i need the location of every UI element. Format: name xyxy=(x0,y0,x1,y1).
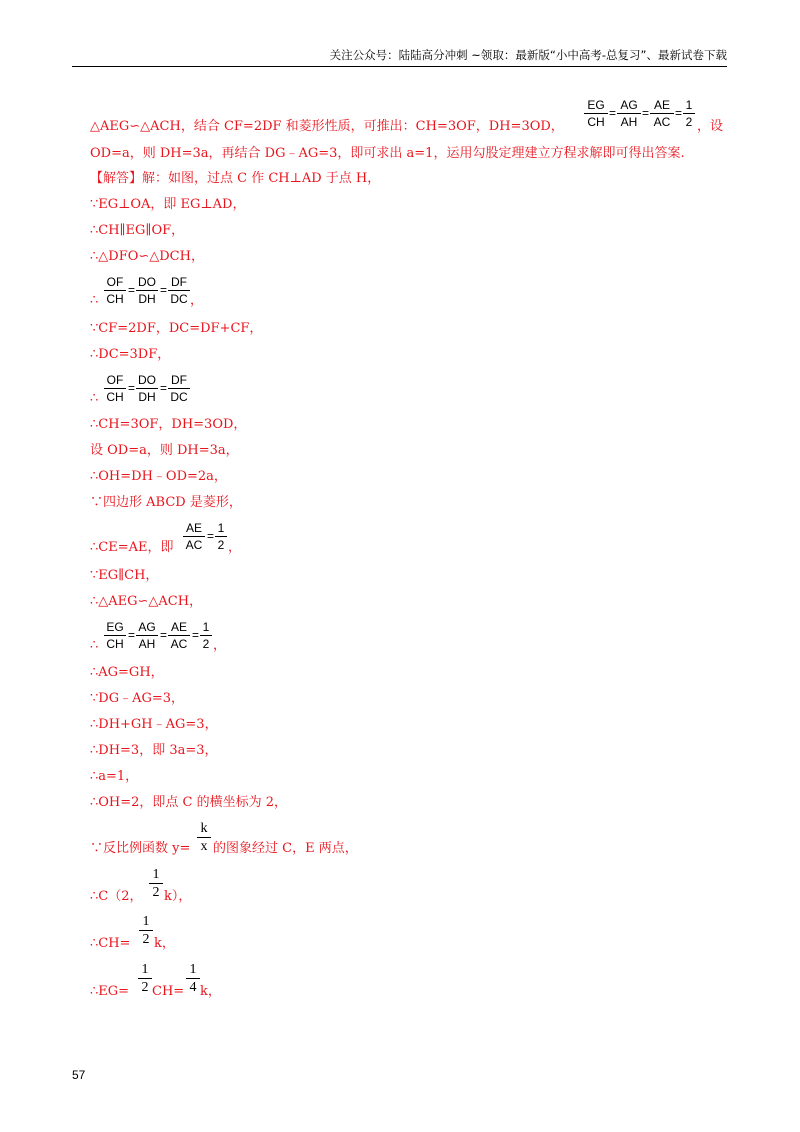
fraction-do-dh: $\frac{DO}{DH}$ xyxy=(138,275,156,306)
line-7: ∵CF=2DF，DC=DF+CF， xyxy=(90,321,263,336)
fraction-ag-ah: $\frac{AG}{AH}$ xyxy=(617,97,641,130)
comma: ， xyxy=(190,293,204,308)
line-16: ∴△AEG∽△ACH， xyxy=(90,594,203,609)
fraction-one-half: $\frac{1}{2}$ xyxy=(138,961,152,996)
fraction-ae-ac: $\frac{AE}{AC}$ xyxy=(168,619,190,652)
fraction-k-x: $\frac{k}{x}$ xyxy=(197,820,211,855)
fraction-of-ch: $\frac{OF}{CH}$ xyxy=(104,372,126,405)
equals-sign: = xyxy=(160,628,168,642)
line-25: ∴C（2， xyxy=(90,889,143,904)
line-2: 【解答】解：如图，过点 C 作 CH⊥AD 于点 H， xyxy=(90,171,381,186)
fraction-eg-ch: $\frac{EG}{CH}$ xyxy=(104,619,126,652)
line-27-suffix: k， xyxy=(200,984,221,999)
fraction-df-dc: $\frac{DF}{DC}$ xyxy=(168,274,190,307)
line-25-suffix: k）， xyxy=(164,889,192,904)
line-12: ∴OH=DH﹣OD=2a， xyxy=(90,469,227,484)
equals-sign: = xyxy=(128,283,136,297)
equals-sign: = xyxy=(128,628,136,642)
line-26: ∴CH= xyxy=(90,936,131,951)
fraction-ae-ac: $\frac{AE}{AC}$ xyxy=(183,520,205,553)
line-10: ∴CH=3OF，DH=3OD， xyxy=(90,417,247,432)
line-27-mid: CH= xyxy=(152,984,185,999)
fraction-do-dh: $\frac{DO}{DH}$ xyxy=(138,373,156,404)
line-24-suffix: 的图象经过 C，E 两点， xyxy=(213,841,358,856)
fraction-one-half: $\frac{1}{2}$ xyxy=(200,619,212,652)
fraction-df-dc: $\frac{DF}{DC}$ xyxy=(168,372,190,405)
equals-sign: = xyxy=(160,283,168,297)
equals-sign: = xyxy=(192,628,200,642)
page-number: 57 xyxy=(72,1068,86,1082)
equals-sign: = xyxy=(609,106,617,120)
line-9: ∴ xyxy=(90,391,99,406)
equals-sign: = xyxy=(675,106,683,120)
line-24: ∵反比例函数 y= xyxy=(90,841,191,856)
fraction-ag-ah: $\frac{AG}{AH}$ xyxy=(136,619,158,652)
equals-sign: = xyxy=(642,106,650,120)
line-18: ∴AG=GH， xyxy=(90,665,164,680)
line-19: ∵DG﹣AG=3， xyxy=(90,691,185,706)
equals-sign: = xyxy=(128,381,136,395)
line-11: 设 OD=a，则 DH=3a， xyxy=(90,443,239,458)
fraction-one-half: $\frac{1}{2}$ xyxy=(149,866,163,901)
line-5: ∴△DFO∽△DCH， xyxy=(90,249,204,264)
line-3: ∵EG⊥OA，即 EG⊥AD， xyxy=(90,197,246,212)
line-4: ∴CH∥EG∥OF， xyxy=(90,223,185,238)
line-8: ∴DC=3DF， xyxy=(90,347,171,362)
fraction-eg-ch: $\frac{EG}{CH}$ xyxy=(584,97,608,130)
line-20: ∴DH+GH﹣AG=3， xyxy=(90,717,218,732)
equals-sign: = xyxy=(207,529,215,543)
line-21: ∴DH=3，即 3a=3， xyxy=(90,743,218,758)
fraction-of-ch: $\frac{OF}{CH}$ xyxy=(104,274,126,307)
line-6: ∴ xyxy=(90,293,99,308)
fraction-one-half: $\frac{1}{2}$ xyxy=(683,97,695,130)
equals-sign: = xyxy=(160,381,168,395)
fraction-one-quarter: $\frac{1}{4}$ xyxy=(186,961,200,996)
line-22: ∴a=1， xyxy=(90,769,139,784)
line-0: △AEG∽△ACH，结合 CF=2DF 和菱形性质，可推出：CH=3OF，DH=3OD， xyxy=(90,119,564,134)
line-14: ∴CE=AE，即 xyxy=(90,540,174,555)
line-17: ∴ xyxy=(90,638,99,653)
line-0-suffix: ，设 xyxy=(697,119,724,134)
comma: ， xyxy=(228,540,242,555)
fraction-ae-ac: $\frac{AE}{AC}$ xyxy=(650,97,674,130)
fraction-one-half: $\frac{1}{2}$ xyxy=(139,913,153,948)
line-27: ∴EG= xyxy=(90,984,130,999)
line-13: ∵四边形 ABCD 是菱形， xyxy=(90,495,242,510)
fraction-one-half: $\frac{1}{2}$ xyxy=(215,520,227,553)
line-26-suffix: k， xyxy=(154,936,175,951)
line-15: ∵EG∥CH， xyxy=(90,568,159,583)
comma: ， xyxy=(213,638,227,653)
line-1: OD=a，则 DH=3a，再结合 DG﹣AG=3，即可求出 a=1，运用勾股定理建立方程求解即可得出答案. xyxy=(90,146,685,161)
line-23: ∴OH=2，即点 C 的横坐标为 2， xyxy=(90,795,288,810)
header-text: 关注公众号：陆陆高分冲刺 ~领取：最新版“小中高考-总复习”、最新试卷下载 xyxy=(329,48,727,62)
